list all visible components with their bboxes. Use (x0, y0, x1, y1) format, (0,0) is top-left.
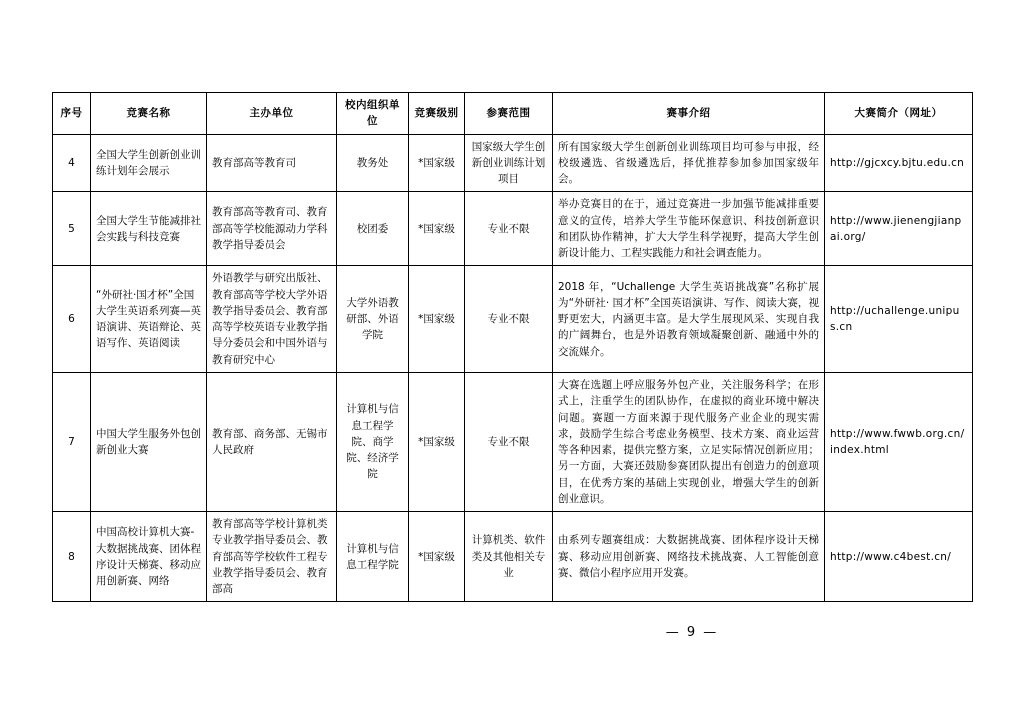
table-row (53, 134, 973, 192)
cell-organizer: 教育部、商务部、无锡市人民政府 (207, 372, 337, 511)
cell-intro: 所有国家级大学生创新创业训练项目均可参与申报，经校级遴选、省级遴选后，择优推荐参加参加国家级年会。 (553, 134, 825, 192)
cell-intro: 大赛在选题上呼应服务外包产业，关注服务科学；在形式上，注重学生的团队协作，在虚拟的商业环境中解决问题。赛题一方面来源于现代服务产业企业的现实需求，鼓励学生综合考虑业务模型、技术方案、商业运营等各种因素，提供完整方案，立足实际情况创新应用；另一方面，大赛还鼓励参赛团队提出有创造力的创意项目，在优秀方案的基础上实现创业，增强大学生的创新创业意识。 (553, 372, 825, 511)
cell-url: http://uchallenge.unipus.cn (825, 266, 973, 373)
cell-level: *国家级 (409, 266, 465, 373)
page-number: — 9 — (665, 625, 719, 640)
cell-name: 全国大学生节能减排社会实践与科技竞赛 (91, 192, 207, 266)
cell-organizer: 教育部高等教育司 (207, 134, 337, 192)
cell-seq: 6 (53, 266, 91, 373)
cell-name: 中国大学生服务外包创新创业大赛 (91, 372, 207, 511)
cell-scope: 专业不限 (465, 192, 553, 266)
cell-url: http://www.c4best.cn/ (825, 512, 973, 602)
cell-intro: 由系列专题赛组成：大数据挑战赛、团体程序设计天梯赛、移动应用创新赛、网络技术挑战赛、人工智能创意赛、微信小程序应用开发赛。 (553, 512, 825, 602)
header-name: 竞赛名称 (91, 93, 207, 135)
cell-url: http://www.fwwb.org.cn/index.html (825, 372, 973, 511)
cell-scope: 专业不限 (465, 372, 553, 511)
cell-name: 中国高校计算机大赛-大数据挑战赛、团体程序设计天梯赛、移动应用创新赛、网络 (91, 512, 207, 602)
cell-name: “外研社·国才杯”全国大学生英语系列赛—英语演讲、英语辩论、英语写作、英语阅读 (91, 266, 207, 373)
table-container (52, 92, 972, 602)
header-level: 竞赛级别 (409, 93, 465, 135)
header-seq: 序号 (53, 93, 91, 135)
cell-organizer: 教育部高等教育司、教育部高等学校能源动力学科教学指导委员会 (207, 192, 337, 266)
cell-seq: 5 (53, 192, 91, 266)
cell-organizer: 外语教学与研究出版社、教育部高等学校大学外语教学指导委员会、教育部高等学校英语专业教学指导分委员会和中国外语与教育研究中心 (207, 266, 337, 373)
cell-level: *国家级 (409, 372, 465, 511)
cell-scope: 国家级大学生创新创业训练计划项目 (465, 134, 553, 192)
cell-name: 全国大学生创新创业训练计划年会展示 (91, 134, 207, 192)
cell-level: *国家级 (409, 192, 465, 266)
cell-school-unit: 教务处 (337, 134, 409, 192)
header-url: 大赛简介（网址） (825, 93, 973, 135)
cell-school-unit: 大学外语教研部、外语学院 (337, 266, 409, 373)
cell-seq: 7 (53, 372, 91, 511)
cell-school-unit: 计算机与信息工程学院 (337, 512, 409, 602)
cell-level: *国家级 (409, 134, 465, 192)
cell-seq: 8 (53, 512, 91, 602)
cell-level: *国家级 (409, 512, 465, 602)
cell-school-unit: 校团委 (337, 192, 409, 266)
header-organizer: 主办单位 (207, 93, 337, 135)
cell-school-unit: 计算机与信息工程学院、商学院、经济学院 (337, 372, 409, 511)
table-row (53, 372, 973, 511)
table-header-row (53, 93, 973, 135)
cell-intro: 2018 年，“Uchallenge 大学生英语挑战赛”名称扩展为“外研社· 国才杯”全国英语演讲、写作、阅读大赛，视野更宏大，内涵更丰富。是大学生展现风采、实现自我的广阔舞台，也是外语教育领域凝聚创新、融通中外的交流媒介。 (553, 266, 825, 373)
table-row (53, 512, 973, 602)
header-scope: 参赛范围 (465, 93, 553, 135)
header-school-unit: 校内组织单位 (337, 93, 409, 135)
header-intro: 赛事介绍 (553, 93, 825, 135)
table-row (53, 192, 973, 266)
table-row (53, 266, 973, 373)
cell-seq: 4 (53, 134, 91, 192)
cell-organizer: 教育部高等学校计算机类专业教学指导委员会、教育部高等学校软件工程专业教学指导委员会、教育部高 (207, 512, 337, 602)
competition-table (52, 92, 973, 602)
cell-url: http://www.jienengjianpai.org/ (825, 192, 973, 266)
cell-intro: 举办竞赛目的在于，通过竞赛进一步加强节能减排重要意义的宣传，培养大学生节能环保意识、科技创新意识和团队协作精神，扩大大学生科学视野，提高大学生创新设计能力、工程实践能力和社会调查能力。 (553, 192, 825, 266)
cell-scope: 计算机类、软件类及其他相关专业 (465, 512, 553, 602)
cell-url: http://gjcxcy.bjtu.edu.cn (825, 134, 973, 192)
cell-scope: 专业不限 (465, 266, 553, 373)
